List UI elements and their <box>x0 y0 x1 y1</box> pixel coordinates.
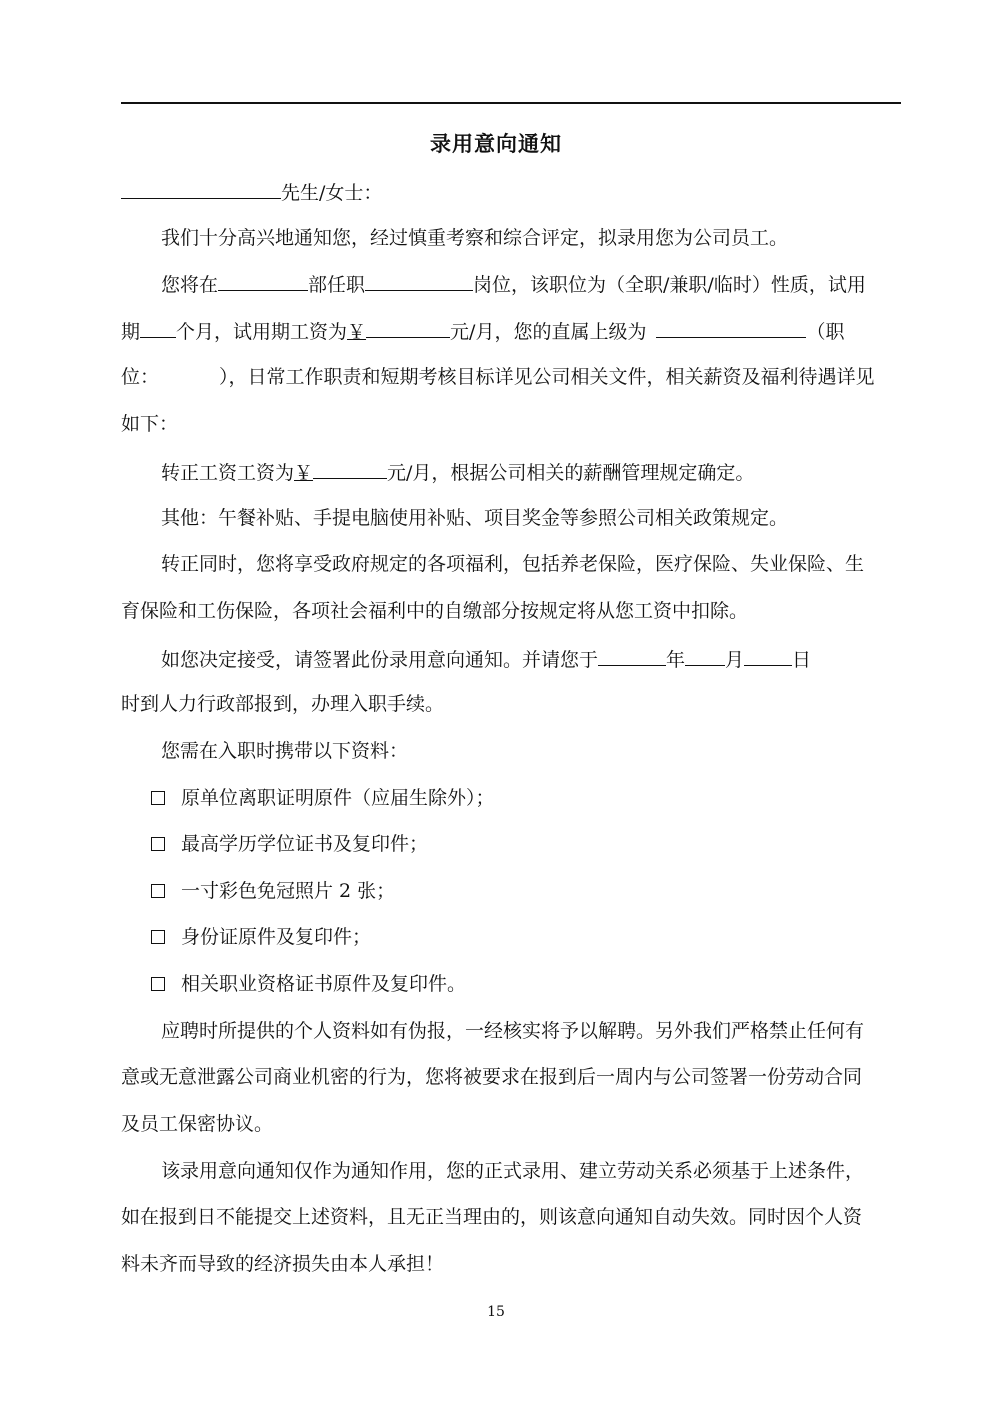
checkbox-icon[interactable] <box>151 791 165 805</box>
paragraph-other-benefits: 其他：午餐补贴、手提电脑使用补贴、项目奖金等参照公司相关政策规定。 <box>161 507 789 529</box>
checklist-item[interactable] <box>151 924 371 950</box>
checkbox-icon[interactable] <box>151 884 165 898</box>
paragraph-welfare-line-2: 育保险和工伤保险，各项社会福利中的自缴部分按规定将从您工资中扣除。 <box>121 600 749 622</box>
checklist-item-label: 相关职业资格证书原件及复印件。 <box>181 973 467 995</box>
p2-text-d: 期 <box>121 321 141 343</box>
paragraph-position-line-4: 如下： <box>121 413 179 435</box>
paragraph-position-line-3 <box>121 364 911 390</box>
checkbox-icon[interactable] <box>151 930 165 944</box>
checklist-item[interactable] <box>151 831 428 857</box>
day-label: 日 <box>792 649 812 671</box>
paragraph-confidentiality-line-1: 应聘时所提供的个人资料如有伪报，一经核实将予以解聘。另外我们严格禁止任何有 <box>161 1020 865 1042</box>
page-title: 录用意向通知 <box>430 132 562 156</box>
header-rule <box>121 102 901 104</box>
month-blank[interactable] <box>685 645 725 666</box>
year-blank[interactable] <box>598 645 666 666</box>
p3-text-a: 转正工资工资为 <box>161 462 295 484</box>
supervisor-blank[interactable] <box>656 317 806 338</box>
paragraph-position-line-2 <box>121 317 911 345</box>
checkbox-icon[interactable] <box>151 977 165 991</box>
checklist-item[interactable] <box>151 785 495 811</box>
p6-text-a: 如您决定接受，请签署此份录用意向通知。并请您于 <box>161 649 599 671</box>
position-blank[interactable] <box>365 270 473 291</box>
year-label: 年 <box>666 649 686 671</box>
yen-symbol: ￥ <box>294 462 314 484</box>
checklist-item[interactable] <box>151 971 466 997</box>
p2-text-e: 个月，试用期工资为 <box>176 321 348 343</box>
day-blank[interactable] <box>744 645 792 666</box>
checklist-item-label: 一寸彩色免冠照片 2 张； <box>181 880 396 902</box>
p2-text-i: ），日常工作职责和短期考核目标详见公司相关文件，相关薪资及福利待遇详见 <box>219 366 875 388</box>
salutation-text: 先生/女士： <box>281 182 383 204</box>
paragraph-confidentiality-line-2: 意或无意泄露公司商业机密的行为，您将被要求在报到后一周内与公司签署一份劳动合同 <box>121 1066 863 1088</box>
paragraph-materials-intro: 您需在入职时携带以下资料： <box>161 740 409 762</box>
paragraph-regular-salary <box>161 458 951 486</box>
paragraph-intro: 我们十分高兴地通知您，经过慎重考察和综合评定，拟录用您为公司员工。 <box>161 227 789 249</box>
p2-text-a: 您将在 <box>161 274 219 296</box>
p2-text-b: 部任职 <box>308 274 366 296</box>
probation-salary-blank[interactable] <box>366 317 450 338</box>
checklist-item-label: 最高学历学位证书及复印件； <box>181 833 429 855</box>
p2-text-g: （职 <box>806 321 845 343</box>
paragraph-position-line-1 <box>161 270 951 298</box>
checklist-item-label: 身份证原件及复印件； <box>181 926 372 948</box>
paragraph-welfare-line-1: 转正同时，您将享受政府规定的各项福利，包括养老保险，医疗保险、失业保险、生 <box>161 553 865 575</box>
paragraph-validity-line-2: 如在报到日不能提交上述资料，且无正当理由的，则该意向通知自动失效。同时因个人资 <box>121 1206 863 1228</box>
paragraph-confidentiality-line-3: 及员工保密协议。 <box>121 1113 274 1135</box>
checklist-item-label: 原单位离职证明原件（应届生除外）； <box>181 787 495 809</box>
checkbox-icon[interactable] <box>151 837 165 851</box>
salutation-line <box>121 178 911 206</box>
page-number: 15 <box>487 1304 505 1320</box>
p3-text-b: 元/月，根据公司相关的薪酬管理规定确定。 <box>387 462 755 484</box>
department-blank[interactable] <box>218 270 308 291</box>
name-blank[interactable] <box>121 178 281 199</box>
p2-text-h: 位： <box>121 366 160 388</box>
probation-months-blank[interactable] <box>140 317 176 338</box>
paragraph-report-line-2: 时到人力行政部报到，办理入职手续。 <box>121 693 445 715</box>
checklist-item[interactable] <box>151 878 395 904</box>
p2-text-c: 岗位，该职位为（全职/兼职/临时）性质，试用 <box>473 274 866 296</box>
p2-text-f: 元/月，您的直属上级为 <box>450 321 647 343</box>
paragraph-report-line-1 <box>161 645 951 673</box>
yen-symbol: ￥ <box>347 321 367 343</box>
month-label: 月 <box>725 649 745 671</box>
paragraph-validity-line-3: 料未齐而导致的经济损失由本人承担！ <box>121 1253 445 1275</box>
paragraph-validity-line-1: 该录用意向通知仅作为通知作用，您的正式录用、建立劳动关系必须基于上述条件， <box>161 1160 865 1182</box>
regular-salary-blank[interactable] <box>313 458 387 479</box>
